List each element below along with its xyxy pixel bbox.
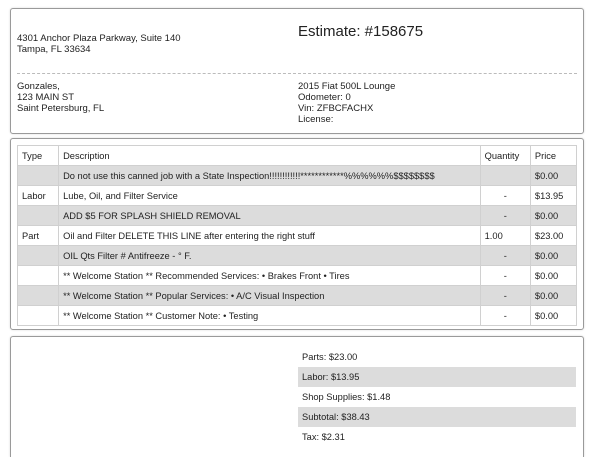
total-parts: Parts: $23.00 (302, 352, 358, 362)
cell-price: $0.00 (530, 306, 576, 326)
table-row (18, 306, 577, 326)
table-row (18, 186, 577, 206)
cell-price: $0.00 (530, 246, 576, 266)
cell-quantity: 1.00 (480, 226, 530, 246)
table-header-row (18, 146, 577, 166)
cell-type: Labor (18, 186, 59, 206)
cell-quantity: - (480, 286, 530, 306)
column-header-description: Description (59, 146, 481, 166)
cell-type (18, 306, 59, 326)
total-labor: Labor: $13.95 (298, 367, 576, 387)
table-row (18, 206, 577, 226)
estimate-header-card (10, 8, 584, 134)
column-header-quantity: Quantity (480, 146, 530, 166)
totals-card (10, 336, 584, 457)
cell-price: $13.95 (530, 186, 576, 206)
cell-quantity: - (480, 306, 530, 326)
shop-address-line2: Tampa, FL 33634 (17, 44, 91, 55)
cell-quantity: - (480, 246, 530, 266)
vehicle-license: License: (298, 114, 334, 125)
cell-description: Do not use this canned job with a State Inspection!!!!!!!!!!!!************%%%%%%$$$$$$$$ (59, 166, 481, 186)
customer-city: Saint Petersburg, FL (17, 103, 105, 114)
cell-type: Part (18, 226, 59, 246)
shop-address (17, 33, 181, 55)
cell-description: Oil and Filter DELETE THIS LINE after entering the right stuff (59, 226, 481, 246)
cell-type (18, 246, 59, 266)
vehicle-info (298, 81, 395, 125)
vehicle-odometer: Odometer: 0 (298, 92, 351, 103)
table-row (18, 226, 577, 246)
cell-price: $0.00 (530, 206, 576, 226)
table-row (18, 266, 577, 286)
customer-name: Gonzales, (17, 81, 60, 92)
cell-quantity: - (480, 186, 530, 206)
cell-price: $23.00 (530, 226, 576, 246)
cell-type (18, 286, 59, 306)
cell-description: ** Welcome Station ** Popular Services: • A/C Visual Inspection (59, 286, 481, 306)
vehicle-vin: Vin: ZFBCFACHX (298, 103, 374, 114)
cell-type (18, 206, 59, 226)
cell-quantity: - (480, 206, 530, 226)
customer-street: 123 MAIN ST (17, 92, 75, 103)
customer-info (17, 81, 104, 114)
cell-quantity (480, 166, 530, 186)
cell-price: $0.00 (530, 166, 576, 186)
total-shop-supplies: Shop Supplies: $1.48 (302, 392, 391, 402)
estimate-title: Estimate: #158675 (298, 23, 424, 40)
cell-description: Lube, Oil, and Filter Service (59, 186, 481, 206)
cell-quantity: - (480, 266, 530, 286)
line-items-table (17, 145, 577, 326)
total-tax: Tax: $2.31 (302, 432, 345, 442)
shop-address-line1: 4301 Anchor Plaza Parkway, Suite 140 (17, 33, 181, 44)
cell-type (18, 266, 59, 286)
vehicle-model: 2015 Fiat 500L Lounge (298, 81, 396, 92)
cell-price: $0.00 (530, 286, 576, 306)
totals-list (298, 347, 576, 447)
column-header-price: Price (530, 146, 576, 166)
cell-type (18, 166, 59, 186)
cell-description: ADD $5 FOR SPLASH SHIELD REMOVAL (59, 206, 481, 226)
cell-price: $0.00 (530, 266, 576, 286)
table-row (18, 166, 577, 186)
total-subtotal: Subtotal: $38.43 (298, 407, 576, 427)
column-header-type: Type (18, 146, 59, 166)
header-divider (17, 73, 577, 74)
table-row (18, 246, 577, 266)
cell-description: OIL Qts Filter # Antifreeze - ° F. (59, 246, 481, 266)
table-row (18, 286, 577, 306)
line-items-card (10, 138, 584, 330)
cell-description: ** Welcome Station ** Recommended Services: • Brakes Front • Tires (59, 266, 481, 286)
cell-description: ** Welcome Station ** Customer Note: • Testing (59, 306, 481, 326)
